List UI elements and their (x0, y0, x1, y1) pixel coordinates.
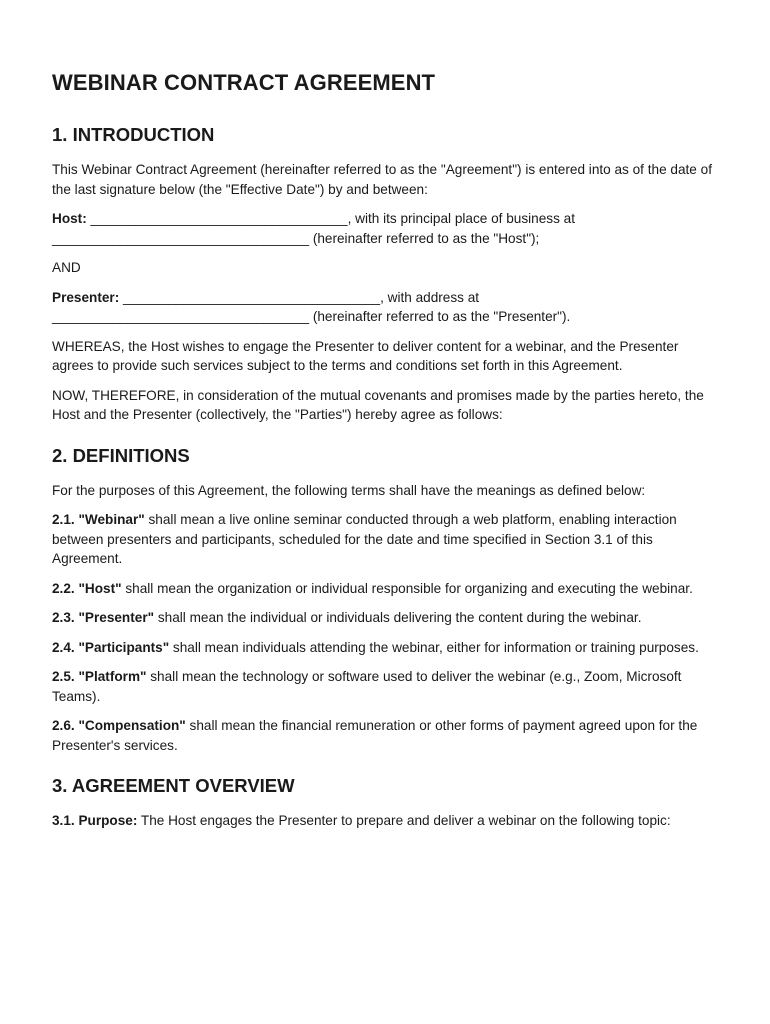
definition-item (52, 579, 722, 599)
definition-item (52, 716, 722, 755)
and-paragraph: AND (52, 260, 81, 275)
definition-term: 2.6. "Compensation" (52, 718, 186, 733)
host-text: __________________________________, with its principal place of business at __________________________________ (hereinafter referred to as the "Host"); (52, 211, 576, 246)
definitions-intro: For the purposes of this Agreement, the following terms shall have the meanings as defined below: (52, 482, 646, 498)
presenter-text: __________________________________, with address at __________________________________ (hereinafter referred to as the "Presenter"). (52, 289, 571, 324)
definition-text: shall mean the technology or software used to deliver the webinar (e.g., Zoom, Microsoft Teams). (52, 669, 682, 704)
definition-text: shall mean a live online seminar conducted through a web platform, enabling interaction between presenters and participants, scheduled for the date and time specified in Section 3.1 of this Agreement. (52, 512, 677, 566)
purpose-paragraph (52, 811, 722, 831)
section-heading-overview: 3. AGREEMENT OVERVIEW (52, 775, 295, 796)
now-therefore-paragraph: NOW, THEREFORE, in consideration of the mutual covenants and promises made by the parties hereto, the Host and the Presenter (collectively, the "Parties") hereby agree as follows: (52, 387, 704, 422)
intro-paragraph: This Webinar Contract Agreement (hereinafter referred to as the "Agreement") is entered into as of the date of the last signature below (the "Effective Date") by and between: (52, 162, 712, 197)
section-heading-introduction: 1. INTRODUCTION (52, 124, 215, 145)
host-label: Host: (52, 211, 87, 226)
whereas-paragraph: WHEREAS, the Host wishes to engage the Presenter to deliver content for a webinar, and the Presenter agrees to provide such services subject to the terms and conditions set forth in this Agreement. (52, 338, 679, 373)
definition-term: 2.3. "Presenter" (52, 610, 155, 625)
definition-term: 2.4. "Participants" (52, 639, 170, 655)
definition-text: shall mean the financial remuneration or other forms of payment agreed upon for the Presenter's services. (52, 718, 698, 753)
definition-term: 2.1. "Webinar" (52, 512, 145, 527)
presenter-label: Presenter: (52, 289, 120, 305)
presenter-paragraph (52, 288, 722, 327)
definition-item (52, 510, 722, 569)
definition-text: shall mean the individual or individuals delivering the content during the webinar. (154, 610, 642, 625)
purpose-text: The Host engages the Presenter to prepare and deliver a webinar on the following topic: (137, 813, 671, 828)
definition-item (52, 667, 722, 706)
definition-item (52, 638, 722, 658)
definition-term: 2.5. "Platform" (52, 669, 147, 684)
document-page (52, 70, 722, 841)
definition-item (52, 608, 722, 628)
document-title: WEBINAR CONTRACT AGREEMENT (52, 70, 436, 95)
definition-text: shall mean the organization or individual responsible for organizing and executing the webinar. (121, 580, 693, 596)
host-paragraph (52, 209, 722, 248)
definition-term: 2.2. "Host" (52, 580, 122, 596)
purpose-label: 3.1. Purpose: (52, 813, 138, 828)
definition-text: shall mean individuals attending the webinar, either for information or training purposes. (169, 639, 699, 655)
section-heading-definitions: 2. DEFINITIONS (52, 444, 190, 466)
